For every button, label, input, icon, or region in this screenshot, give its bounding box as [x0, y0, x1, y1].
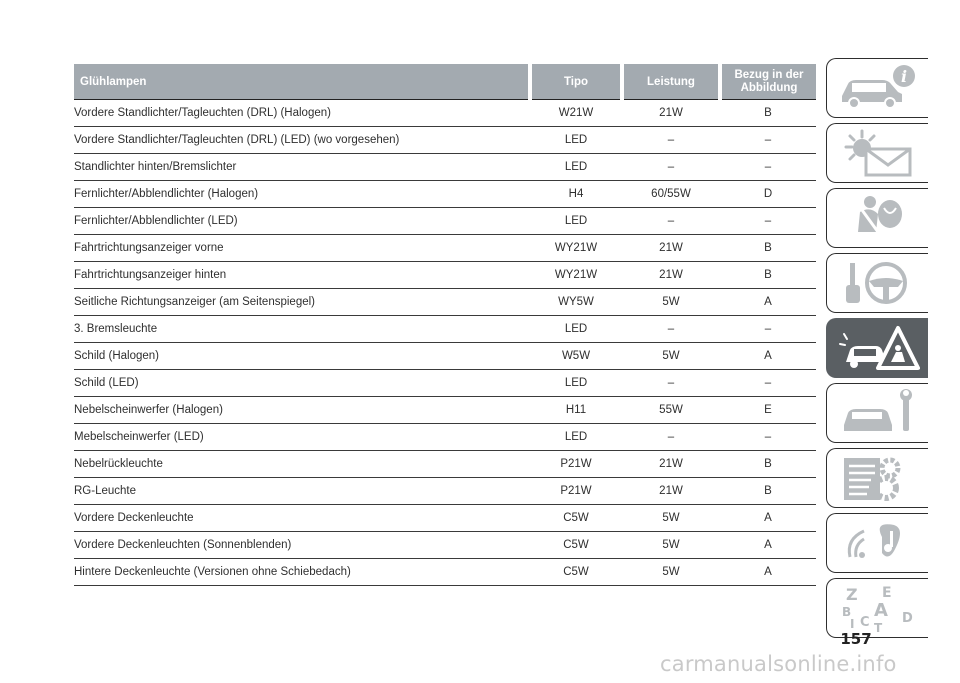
cell-power: 5W [622, 505, 720, 532]
cell-reference: – [720, 154, 816, 181]
cell-power: – [622, 127, 720, 154]
tab-emergency[interactable] [826, 318, 928, 378]
cell-reference: B [720, 451, 816, 478]
cell-reference: B [720, 262, 816, 289]
cell-type: H4 [530, 181, 622, 208]
index-letter: B [841, 605, 851, 619]
cell-type: LED [530, 370, 622, 397]
table-row [74, 154, 816, 181]
multimedia-music-icon [836, 517, 920, 569]
cell-bulb-name: Vordere Deckenleuchten (Sonnenblenden) [74, 532, 530, 559]
header-type: Tipo [530, 64, 622, 100]
cell-power: 5W [622, 343, 720, 370]
cell-type: W5W [530, 343, 622, 370]
cell-power: – [622, 424, 720, 451]
cell-power: 21W [622, 100, 720, 127]
cell-reference: D [720, 181, 816, 208]
table-header-row [74, 64, 816, 100]
table-row [74, 478, 816, 505]
cell-bulb-name: Hintere Deckenleuchte (Versionen ohne Schiebedach) [74, 559, 530, 586]
header-bulbs: Glühlampen [74, 64, 530, 100]
cell-power: 5W [622, 289, 720, 316]
cell-bulb-name: Schild (LED) [74, 370, 530, 397]
cell-type: C5W [530, 505, 622, 532]
tab-safety[interactable] [826, 188, 928, 248]
index-letter: T [873, 621, 882, 634]
table-row [74, 208, 816, 235]
key-steering-wheel-icon [836, 257, 920, 309]
table-row [74, 424, 816, 451]
cell-power: – [622, 316, 720, 343]
cell-reference: – [720, 208, 816, 235]
cell-bulb-name: Schild (Halogen) [74, 343, 530, 370]
table-row [74, 505, 816, 532]
cell-power: 60/55W [622, 181, 720, 208]
cell-power: 55W [622, 397, 720, 424]
cell-bulb-name: Vordere Standlichter/Tagleuchten (DRL) (LED) (wo vorgesehen) [74, 127, 530, 154]
cell-type: LED [530, 154, 622, 181]
cell-bulb-name: Seitliche Richtungsanzeiger (am Seitenspiegel) [74, 289, 530, 316]
tab-vehicle-info[interactable] [826, 58, 928, 118]
watermark-text: carmanualsonline.info [660, 652, 897, 676]
seatbelt-airbag-icon [836, 192, 920, 244]
cell-power: 21W [622, 262, 720, 289]
cell-bulb-name: Mebelscheinwerfer (LED) [74, 424, 530, 451]
cell-bulb-name: Fahrtrichtungsanzeiger vorne [74, 235, 530, 262]
table-row [74, 316, 816, 343]
cell-type: P21W [530, 478, 622, 505]
cell-type: WY21W [530, 235, 622, 262]
cell-type: W21W [530, 100, 622, 127]
cell-type: C5W [530, 559, 622, 586]
car-maintenance-wrench-icon [836, 387, 920, 439]
cell-power: 21W [622, 478, 720, 505]
table-row [74, 100, 816, 127]
index-letter: Z [845, 585, 858, 604]
cell-reference: E [720, 397, 816, 424]
technical-data-gear-icon [836, 452, 920, 504]
cell-bulb-name: Nebelscheinwerfer (Halogen) [74, 397, 530, 424]
cell-reference: A [720, 343, 816, 370]
table-row [74, 289, 816, 316]
cell-reference: A [720, 559, 816, 586]
cell-bulb-name: Vordere Standlichter/Tagleuchten (DRL) (Halogen) [74, 100, 530, 127]
table-row [74, 262, 816, 289]
cell-type: P21W [530, 451, 622, 478]
car-info-icon [836, 62, 920, 114]
table-row [74, 235, 816, 262]
cell-reference: – [720, 316, 816, 343]
tab-warning-lights[interactable] [826, 123, 928, 183]
table-row [74, 559, 816, 586]
cell-type: WY5W [530, 289, 622, 316]
cell-type: LED [530, 208, 622, 235]
cell-bulb-name: Fernlichter/Abblendlichter (Halogen) [74, 181, 530, 208]
cell-power: 21W [622, 235, 720, 262]
tab-index[interactable] [826, 578, 928, 638]
header-power: Leistung [622, 64, 720, 100]
cell-power: 5W [622, 532, 720, 559]
index-letter: A [873, 600, 888, 621]
cell-type: C5W [530, 532, 622, 559]
cell-reference: B [720, 478, 816, 505]
cell-type: WY21W [530, 262, 622, 289]
cell-bulb-name: Standlichter hinten/Bremslichter [74, 154, 530, 181]
table-row [74, 370, 816, 397]
bulb-table [74, 64, 816, 586]
table-row [74, 397, 816, 424]
chapter-tabs [826, 58, 930, 643]
cell-type: LED [530, 316, 622, 343]
page-number: 157 [840, 630, 872, 648]
index-letter: I [849, 617, 854, 631]
warning-light-message-icon [836, 127, 920, 179]
cell-power: – [622, 370, 720, 397]
cell-type: LED [530, 127, 622, 154]
tab-technical-data[interactable] [826, 448, 928, 508]
header-reference: Bezug in der Abbildung [720, 64, 816, 100]
cell-reference: A [720, 532, 816, 559]
cell-power: – [622, 154, 720, 181]
cell-bulb-name: Vordere Deckenleuchte [74, 505, 530, 532]
index-letter: E [881, 585, 892, 601]
cell-reference: B [720, 100, 816, 127]
cell-reference: A [720, 289, 816, 316]
cell-power: 5W [622, 559, 720, 586]
tab-maintenance[interactable] [826, 383, 928, 443]
tab-starting-driving[interactable] [826, 253, 928, 313]
cell-power: 21W [622, 451, 720, 478]
cell-reference: B [720, 235, 816, 262]
tab-multimedia[interactable] [826, 513, 928, 573]
cell-reference: – [720, 424, 816, 451]
cell-bulb-name: Fernlichter/Abblendlichter (LED) [74, 208, 530, 235]
cell-reference: – [720, 370, 816, 397]
cell-power: – [622, 208, 720, 235]
alphabetical-index-icon [836, 582, 920, 634]
cell-type: H11 [530, 397, 622, 424]
cell-bulb-name: Nebelrückleuchte [74, 451, 530, 478]
cell-bulb-name: RG-Leuchte [74, 478, 530, 505]
cell-reference: A [720, 505, 816, 532]
cell-type: LED [530, 424, 622, 451]
table-row [74, 451, 816, 478]
cell-bulb-name: 3. Bremsleuchte [74, 316, 530, 343]
svg-text:i: i [900, 67, 907, 86]
table-row [74, 127, 816, 154]
table-row [74, 343, 816, 370]
table-row [74, 532, 816, 559]
index-letter: C [859, 615, 870, 630]
cell-bulb-name: Fahrtrichtungsanzeiger hinten [74, 262, 530, 289]
cell-reference: – [720, 127, 816, 154]
index-letter: D [901, 611, 913, 626]
table-row [74, 181, 816, 208]
car-breakdown-warning-icon [836, 322, 920, 374]
